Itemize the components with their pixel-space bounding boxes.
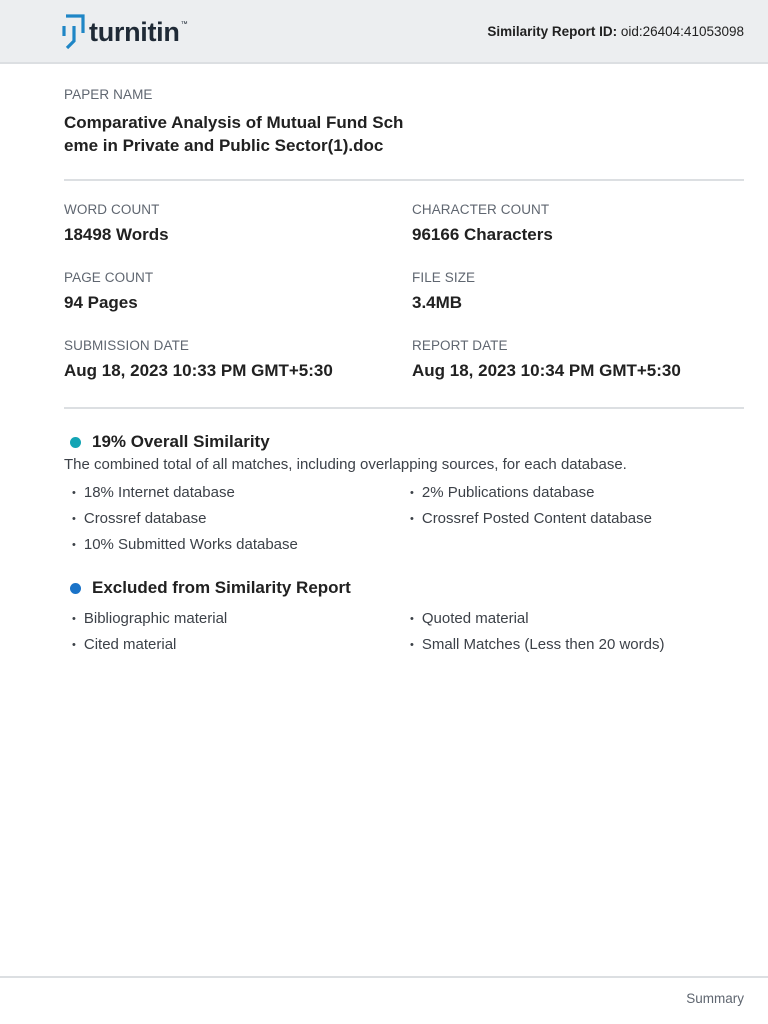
list-item-text: 10% Submitted Works database <box>83 536 298 553</box>
bullet-icon: • <box>410 638 414 651</box>
bullet-icon: • <box>410 612 414 625</box>
turnitin-logo-icon <box>62 14 86 50</box>
submission-date-value: Aug 18, 2023 10:33 PM GMT+5:30 <box>64 361 333 380</box>
paper-name-label: PAPER NAME <box>64 87 153 102</box>
overall-similarity-heading <box>70 432 270 452</box>
bullet-icon: • <box>72 486 76 499</box>
list-item-text: Quoted material <box>421 610 529 627</box>
report-date <box>412 338 681 381</box>
similarity-description: The combined total of all matches, including overlapping sources, for each database. <box>64 456 627 473</box>
file-size <box>412 270 475 313</box>
file-size-label: FILE SIZE <box>412 270 476 285</box>
page-count-value: 94 Pages <box>64 293 138 312</box>
word-count-value: 18498 Words <box>64 225 169 244</box>
list-item-text: Small Matches (Less then 20 words) <box>421 636 665 653</box>
list-item <box>410 510 652 527</box>
page-count-label: PAGE COUNT <box>64 270 154 285</box>
bullet-icon: • <box>72 538 76 551</box>
paper-name: Comparative Analysis of Mutual Fund Scheme in Private and Public Sector(1).doc <box>64 113 404 155</box>
footer-divider <box>0 976 768 978</box>
report-date-value: Aug 18, 2023 10:34 PM GMT+5:30 <box>412 361 681 380</box>
submission-date-label: SUBMISSION DATE <box>64 338 190 353</box>
list-item-text: Bibliographic material <box>83 610 228 627</box>
report-date-label: REPORT DATE <box>412 338 508 353</box>
logo-trademark: ™ <box>180 21 188 28</box>
bullet-icon: • <box>72 612 76 625</box>
report-id-value: oid:26404:41053098 <box>620 24 744 39</box>
character-count-label: CHARACTER COUNT <box>412 202 550 217</box>
word-count-label: WORD COUNT <box>64 202 160 217</box>
list-item <box>72 636 176 653</box>
list-item-text: Cited material <box>83 636 177 653</box>
word-count <box>64 202 169 245</box>
submission-date <box>64 338 333 381</box>
list-item <box>72 536 298 553</box>
logo-wordmark: turnitin <box>89 16 180 47</box>
list-item-text: 18% Internet database <box>83 484 235 501</box>
overall-similarity-title: 19% Overall Similarity <box>92 432 270 451</box>
list-item <box>72 484 235 501</box>
excluded-heading <box>70 578 351 598</box>
bullet-icon: • <box>410 512 414 525</box>
turnitin-logo <box>62 13 188 51</box>
footer-summary-label: Summary <box>686 991 744 1006</box>
list-item-text: 2% Publications database <box>421 484 595 501</box>
bullet-icon: • <box>72 638 76 651</box>
excluded-indicator-dot <box>70 583 81 594</box>
divider <box>64 407 744 409</box>
report-header <box>0 0 768 64</box>
list-item <box>72 510 206 527</box>
list-item-text: Crossref Posted Content database <box>421 510 652 527</box>
file-size-value: 3.4MB <box>412 293 463 312</box>
list-item-text: Crossref database <box>83 510 207 527</box>
character-count-value: 96166 Characters <box>412 225 553 244</box>
list-item <box>410 636 664 653</box>
similarity-indicator-dot <box>70 437 81 448</box>
list-item <box>410 484 594 501</box>
list-item <box>410 610 529 627</box>
list-item <box>72 610 227 627</box>
bullet-icon: • <box>410 486 414 499</box>
character-count <box>412 202 553 245</box>
divider <box>64 179 744 181</box>
excluded-title: Excluded from Similarity Report <box>92 578 351 597</box>
bullet-icon: • <box>72 512 76 525</box>
page-count <box>64 270 153 313</box>
report-id-label: Similarity Report ID: <box>487 24 618 39</box>
similarity-report-id <box>487 24 744 39</box>
